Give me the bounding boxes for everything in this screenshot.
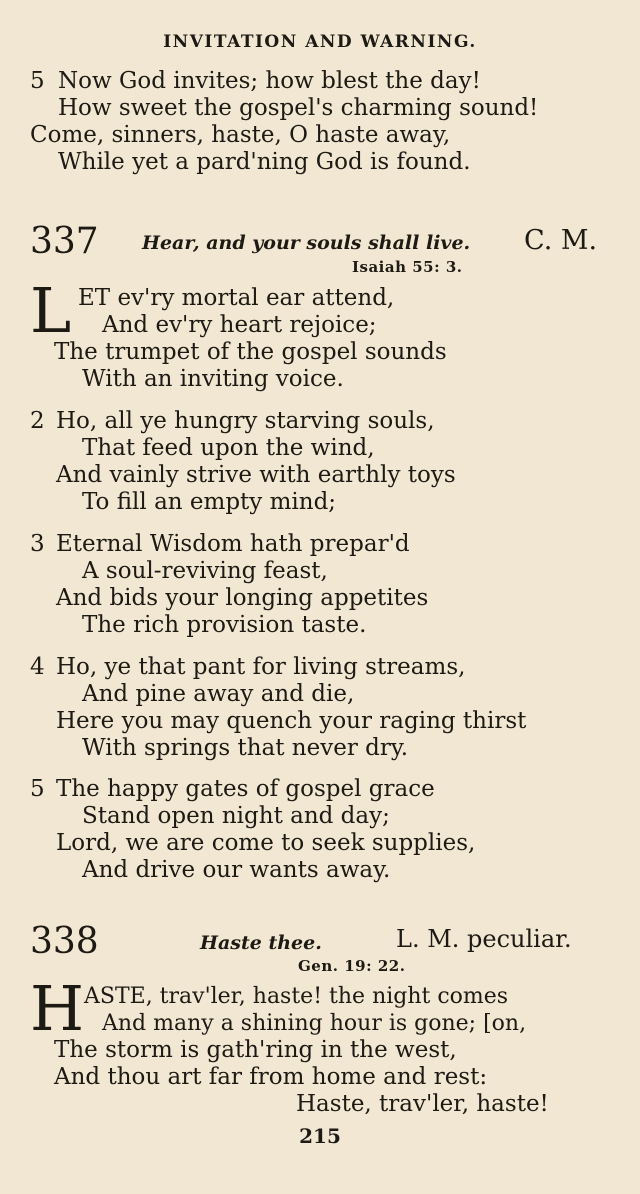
verse-line: ASTE, trav'ler, haste! the night comes [84,984,509,1009]
verse-line: ET ev'ry mortal ear attend, [78,285,395,311]
drop-cap: H [30,972,85,1045]
drop-cap: L [30,274,72,347]
verse-line: A soul-reviving feast, [82,558,328,584]
verse-line: The trumpet of the gospel sounds [54,339,447,365]
verse-line: The happy gates of gospel grace [56,776,435,802]
hymn-number: 337 [30,221,99,262]
running-head: INVITATION AND WARNING. [163,32,477,52]
verse-line: While yet a pard'ning God is found. [58,149,471,175]
verse-line: How sweet the gospel's charming sound! [58,95,539,121]
verse-line: And bids your longing appetites [56,585,429,611]
stanza-number: 5 [30,776,45,802]
verse-line: Ho, ye that pant for living streams, [56,654,466,680]
verse-line: And vainly strive with earthly toys [56,462,456,488]
verse-line: With springs that never dry. [82,735,409,761]
verse-line: And pine away and die, [82,681,355,707]
verse-line: Haste, trav'ler, haste! [296,1091,549,1117]
stanza-number: 2 [30,408,45,434]
page-number: 215 [299,1124,341,1148]
verse-line: And drive our wants away. [82,857,391,883]
hymn-subtitle: Hear, and your souls shall live. [142,232,471,254]
verse-line: And ev'ry heart rejoice; [102,312,377,338]
scripture-reference: Gen. 19: 22. [298,957,406,975]
stanza-number: 4 [30,654,45,680]
verse-line: That feed upon the wind, [82,435,375,461]
verse-line: Lord, we are come to seek supplies, [56,830,476,856]
hymn-meter: L. M. peculiar. [396,925,572,953]
verse-line: Come, sinners, haste, O haste away, [30,122,451,148]
verse-line: And thou art far from home and rest: [54,1064,488,1090]
verse-line: With an inviting voice. [82,366,344,392]
scripture-reference: Isaiah 55: 3. [352,258,463,276]
verse-line: Stand open night and day; [82,803,390,829]
verse-line: Now God invites; how blest the day! [58,68,481,94]
hymn-subtitle: Haste thee. [200,932,322,954]
verse-line: Ho, all ye hungry starving souls, [56,408,435,434]
verse-line: And many a shining hour is gone; [on, [102,1011,527,1036]
stanza-number: 3 [30,531,45,557]
hymn-number: 338 [30,921,99,962]
verse-line: To fill an empty mind; [82,489,337,515]
verse-line: The storm is gath'ring in the west, [54,1037,457,1063]
verse-line: Here you may quench your raging thirst [56,708,527,734]
verse-line: The rich provision taste. [82,612,367,638]
hymn-meter: C. M. [524,225,598,256]
stanza-number: 5 [30,68,45,94]
verse-line: Eternal Wisdom hath prepar'd [56,531,410,557]
